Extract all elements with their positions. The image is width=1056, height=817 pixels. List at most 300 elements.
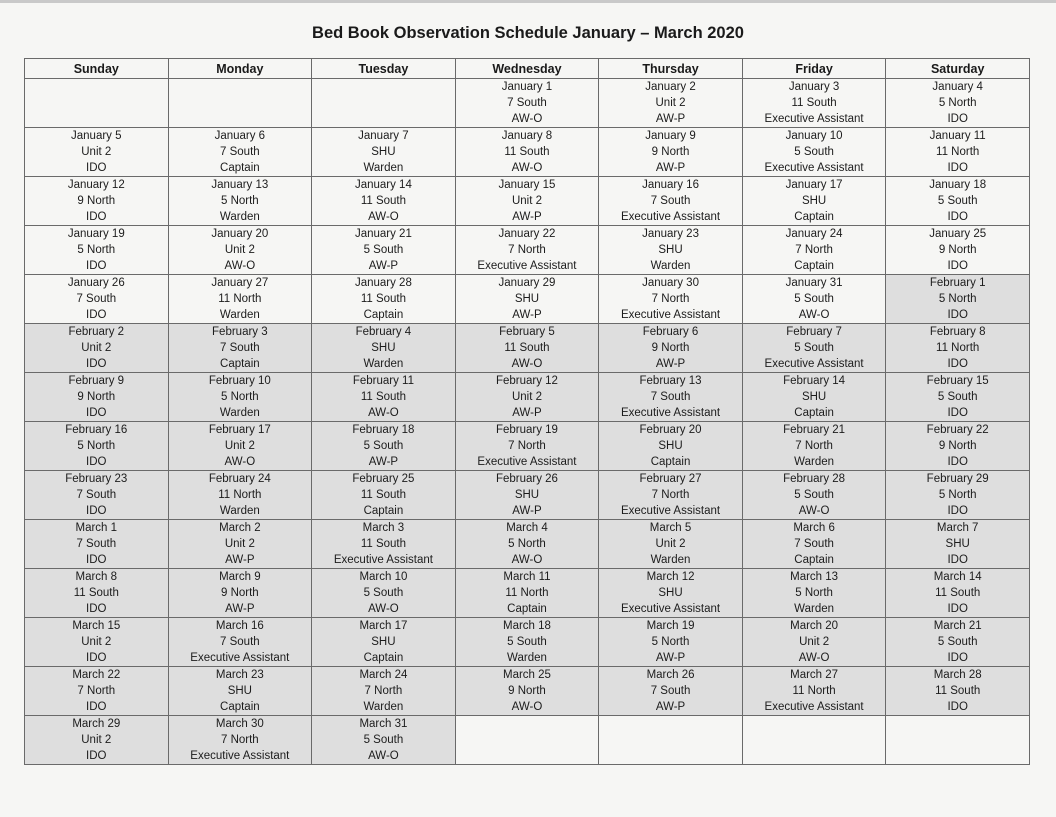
- cell-role: AW-P: [655, 113, 686, 125]
- cell-role: Warden: [219, 309, 260, 321]
- day-cell: [312, 275, 456, 324]
- day-cell: [168, 373, 312, 422]
- day-cell: [599, 79, 743, 128]
- day-cell: [599, 569, 743, 618]
- cell-unit: 11 South: [360, 293, 406, 305]
- cell-role: Executive Assistant: [620, 603, 721, 615]
- cell-role: IDO: [947, 505, 968, 517]
- day-cell: [599, 471, 743, 520]
- cell-date: February 3: [212, 326, 268, 338]
- day-cell: [312, 520, 456, 569]
- cell-unit: 5 South: [363, 734, 404, 746]
- cell-role: IDO: [947, 309, 968, 321]
- cell-unit: SHU: [371, 146, 396, 158]
- day-header-sunday: Sunday: [25, 59, 169, 79]
- cell-date: February 26: [495, 473, 558, 485]
- day-cell: [312, 128, 456, 177]
- cell-role: Warden: [507, 652, 547, 664]
- day-cell: [455, 569, 599, 618]
- cell-role: IDO: [86, 652, 107, 664]
- day-cell: [455, 471, 599, 520]
- cell-role: Captain: [794, 407, 834, 419]
- cell-date: February 16: [65, 424, 128, 436]
- cell-date: January 29: [498, 277, 556, 289]
- cell-date: March 29: [72, 718, 121, 730]
- cell-role: Warden: [794, 456, 835, 468]
- day-cell: [168, 618, 312, 667]
- cell-date: February 23: [65, 473, 128, 485]
- schedule-body: [25, 79, 1030, 765]
- cell-date: January 27: [211, 277, 269, 289]
- week-row: [25, 128, 1030, 177]
- day-header-thursday: Thursday: [599, 59, 743, 79]
- day-cell: [168, 520, 312, 569]
- cell-date: February 27: [639, 473, 702, 485]
- cell-role: Executive Assistant: [764, 113, 864, 125]
- day-cell: [455, 422, 599, 471]
- cell-unit: 7 South: [507, 97, 547, 109]
- cell-unit: 5 North: [938, 97, 977, 109]
- cell-unit: Unit 2: [81, 342, 112, 354]
- cell-date: March 30: [215, 718, 264, 730]
- cell-unit: Unit 2: [81, 146, 112, 158]
- cell-unit: SHU: [801, 195, 827, 207]
- cell-date: February 14: [783, 375, 846, 387]
- cell-date: January 14: [354, 179, 412, 191]
- cell-unit: 7 South: [650, 391, 691, 403]
- cell-role: Executive Assistant: [620, 505, 721, 517]
- cell-role: AW-O: [368, 407, 399, 419]
- day-cell: [455, 79, 599, 128]
- cell-role: Captain: [220, 162, 260, 174]
- day-cell: [599, 618, 743, 667]
- day-cell: [168, 275, 312, 324]
- cell-unit: 5 North: [77, 244, 116, 256]
- cell-date: January 9: [645, 130, 696, 142]
- day-cell: [25, 177, 169, 226]
- day-cell: [168, 569, 312, 618]
- cell-date: March 14: [933, 571, 982, 583]
- cell-role: AW-O: [224, 456, 256, 468]
- week-row: [25, 618, 1030, 667]
- cell-role: AW-P: [512, 407, 542, 419]
- cell-date: March 1: [75, 522, 118, 534]
- cell-role: Executive Assistant: [477, 260, 577, 272]
- cell-unit: 5 North: [77, 440, 116, 452]
- day-cell: [312, 471, 456, 520]
- day-cell: [168, 226, 312, 275]
- cell-date: February 25: [352, 473, 415, 485]
- cell-date: January 16: [642, 179, 699, 191]
- cell-unit: Unit 2: [511, 391, 542, 403]
- day-cell: [455, 324, 599, 373]
- day-cell: [455, 275, 599, 324]
- day-cell: [168, 128, 312, 177]
- cell-role: IDO: [947, 162, 968, 174]
- cell-role: Captain: [363, 309, 404, 321]
- cell-role: Warden: [650, 260, 691, 272]
- day-cell: [886, 226, 1030, 275]
- cell-role: AW-O: [511, 701, 543, 713]
- day-cell: [25, 716, 169, 765]
- cell-unit: 5 South: [937, 636, 978, 648]
- cell-date: January 26: [67, 277, 125, 289]
- cell-role: Executive Assistant: [764, 358, 864, 370]
- day-cell: [312, 569, 456, 618]
- cell-role: Captain: [794, 554, 834, 566]
- day-cell: [599, 226, 743, 275]
- cell-role: IDO: [947, 701, 968, 713]
- cell-role: IDO: [947, 113, 968, 125]
- cell-role: Warden: [219, 505, 260, 517]
- cell-role: IDO: [947, 456, 968, 468]
- day-cell: [312, 324, 456, 373]
- day-cell: [599, 324, 743, 373]
- day-cell: [312, 618, 456, 667]
- cell-role: IDO: [947, 358, 968, 370]
- cell-date: February 11: [352, 375, 414, 387]
- cell-date: March 26: [646, 669, 695, 681]
- cell-unit: Unit 2: [511, 195, 542, 207]
- cell-date: January 28: [354, 277, 412, 289]
- cell-role: AW-P: [512, 309, 542, 321]
- cell-date: March 6: [793, 522, 835, 534]
- cell-role: AW-O: [368, 750, 399, 762]
- cell-role: Warden: [650, 554, 691, 566]
- cell-date: January 4: [932, 81, 983, 93]
- cell-role: IDO: [86, 260, 107, 272]
- day-cell: [886, 618, 1030, 667]
- day-cell: [742, 177, 886, 226]
- cell-date: January 31: [785, 277, 843, 289]
- cell-unit: 11 North: [936, 146, 980, 158]
- cell-unit: SHU: [945, 538, 970, 550]
- cell-role: Warden: [363, 701, 404, 713]
- cell-date: March 13: [790, 571, 839, 583]
- week-row: [25, 667, 1030, 716]
- day-cell: [455, 177, 599, 226]
- cell-role: IDO: [86, 407, 107, 419]
- cell-unit: 7 North: [364, 685, 403, 697]
- cell-role: AW-O: [511, 554, 543, 566]
- week-row: [25, 79, 1030, 128]
- cell-unit: 5 South: [794, 146, 834, 158]
- day-cell: [742, 226, 886, 275]
- cell-date: January 6: [214, 130, 266, 142]
- cell-role: IDO: [86, 750, 107, 762]
- cell-unit: 11 South: [504, 342, 550, 354]
- day-cell: [886, 275, 1030, 324]
- day-cell: [455, 618, 599, 667]
- day-cell: [742, 618, 886, 667]
- cell-date: February 19: [495, 424, 558, 436]
- day-cell: [742, 373, 886, 422]
- cell-role: Executive Assistant: [764, 701, 864, 713]
- day-cell: [742, 79, 886, 128]
- cell-date: March 11: [503, 571, 551, 583]
- cell-date: March 9: [219, 571, 261, 583]
- week-row: [25, 471, 1030, 520]
- cell-unit: 7 South: [220, 146, 260, 158]
- cell-unit: Unit 2: [799, 636, 830, 648]
- cell-date: January 24: [785, 228, 843, 240]
- page-title: Bed Book Observation Schedule January – March 2020: [312, 24, 744, 42]
- cell-role: Executive Assistant: [620, 309, 721, 321]
- day-cell: [742, 471, 886, 520]
- cell-date: March 7: [936, 522, 979, 534]
- week-row: [25, 275, 1030, 324]
- empty-day-cell: [599, 716, 743, 765]
- day-cell: [742, 128, 886, 177]
- week-row: [25, 569, 1030, 618]
- cell-role: AW-O: [368, 603, 399, 615]
- cell-date: March 21: [933, 620, 982, 632]
- cell-role: Captain: [507, 603, 547, 615]
- cell-role: AW-P: [512, 211, 542, 223]
- cell-date: February 29: [926, 473, 989, 485]
- day-cell: [25, 373, 169, 422]
- day-header-tuesday: Tuesday: [312, 59, 456, 79]
- day-cell: [886, 520, 1030, 569]
- cell-unit: 7 North: [220, 734, 259, 746]
- cell-date: January 20: [211, 228, 269, 240]
- cell-date: January 5: [71, 130, 122, 142]
- cell-unit: SHU: [227, 685, 252, 697]
- cell-role: Warden: [219, 211, 260, 223]
- cell-date: January 21: [354, 228, 412, 240]
- cell-unit: 11 South: [360, 538, 406, 550]
- cell-date: January 2: [645, 81, 696, 93]
- day-cell: [455, 128, 599, 177]
- cell-unit: 5 North: [938, 293, 977, 305]
- day-cell: [25, 667, 169, 716]
- cell-date: January 23: [642, 228, 699, 240]
- day-cell: [886, 128, 1030, 177]
- week-row: [25, 520, 1030, 569]
- cell-role: IDO: [947, 211, 968, 223]
- day-cell: [312, 373, 456, 422]
- cell-date: March 10: [359, 571, 408, 583]
- cell-role: IDO: [947, 652, 968, 664]
- empty-day-cell: [886, 716, 1030, 765]
- cell-role: AW-O: [511, 113, 543, 125]
- cell-unit: 11 North: [505, 587, 549, 599]
- cell-date: March 20: [790, 620, 839, 632]
- day-cell: [25, 520, 169, 569]
- cell-date: February 22: [926, 424, 989, 436]
- cell-date: January 1: [501, 81, 553, 93]
- cell-role: Captain: [794, 211, 834, 223]
- cell-unit: 7 North: [795, 440, 833, 452]
- cell-role: AW-P: [368, 260, 399, 272]
- cell-date: February 2: [68, 326, 125, 338]
- cell-role: IDO: [86, 358, 107, 370]
- cell-unit: 9 North: [938, 440, 977, 452]
- cell-role: Warden: [363, 358, 404, 370]
- cell-unit: 5 North: [508, 538, 546, 550]
- cell-date: February 7: [786, 326, 842, 338]
- cell-unit: 7 South: [76, 489, 117, 501]
- cell-role: IDO: [947, 260, 968, 272]
- cell-date: March 27: [790, 669, 839, 681]
- cell-unit: 5 North: [651, 636, 690, 648]
- day-cell: [742, 422, 886, 471]
- empty-day-cell: [312, 79, 456, 128]
- cell-date: March 24: [359, 669, 408, 681]
- cell-date: March 16: [215, 620, 264, 632]
- schedule-table: [24, 58, 1030, 765]
- cell-unit: 5 South: [794, 342, 834, 354]
- empty-day-cell: [742, 716, 886, 765]
- day-cell: [312, 422, 456, 471]
- cell-unit: SHU: [658, 587, 683, 599]
- day-header-wednesday: Wednesday: [455, 59, 599, 79]
- cell-role: AW-P: [655, 358, 686, 370]
- cell-unit: 7 South: [650, 195, 691, 207]
- cell-unit: 5 South: [937, 391, 978, 403]
- cell-role: IDO: [947, 603, 968, 615]
- cell-role: Warden: [363, 162, 404, 174]
- cell-role: Captain: [363, 652, 404, 664]
- cell-unit: 5 South: [363, 440, 404, 452]
- day-cell: [599, 520, 743, 569]
- cell-date: January 3: [788, 81, 840, 93]
- day-cell: [742, 667, 886, 716]
- day-cell: [25, 275, 169, 324]
- day-cell: [168, 471, 312, 520]
- empty-day-cell: [25, 79, 169, 128]
- cell-role: Executive Assistant: [620, 211, 721, 223]
- day-header-friday: Friday: [742, 59, 886, 79]
- cell-role: Warden: [794, 603, 835, 615]
- cell-unit: 11 North: [218, 489, 262, 501]
- day-cell: [312, 226, 456, 275]
- cell-date: February 17: [208, 424, 271, 436]
- cell-unit: 11 South: [935, 685, 981, 697]
- cell-role: IDO: [947, 407, 968, 419]
- cell-unit: 9 North: [508, 685, 546, 697]
- day-cell: [455, 667, 599, 716]
- cell-unit: 9 North: [938, 244, 977, 256]
- day-cell: [886, 569, 1030, 618]
- cell-date: March 19: [646, 620, 695, 632]
- cell-date: January 22: [498, 228, 556, 240]
- cell-unit: 11 South: [935, 587, 981, 599]
- cell-unit: 5 North: [220, 195, 259, 207]
- day-cell: [886, 667, 1030, 716]
- cell-unit: 7 South: [794, 538, 834, 550]
- cell-date: March 17: [359, 620, 408, 632]
- cell-date: February 5: [499, 326, 555, 338]
- cell-role: IDO: [947, 554, 968, 566]
- cell-date: February 15: [926, 375, 989, 387]
- day-cell: [455, 520, 599, 569]
- cell-role: AW-P: [512, 505, 542, 517]
- cell-date: March 18: [503, 620, 551, 632]
- cell-role: AW-O: [511, 358, 543, 370]
- cell-role: IDO: [86, 162, 107, 174]
- cell-unit: 11 South: [504, 146, 550, 158]
- cell-role: Captain: [220, 358, 260, 370]
- cell-date: March 4: [506, 522, 548, 534]
- header-row: [25, 59, 1030, 79]
- cell-role: IDO: [86, 701, 107, 713]
- day-cell: [168, 422, 312, 471]
- cell-date: March 23: [215, 669, 264, 681]
- cell-role: Executive Assistant: [764, 162, 864, 174]
- cell-role: Executive Assistant: [190, 652, 290, 664]
- cell-role: AW-P: [655, 162, 686, 174]
- cell-date: February 21: [783, 424, 846, 436]
- empty-day-cell: [168, 79, 312, 128]
- day-cell: [312, 667, 456, 716]
- cell-date: January 10: [785, 130, 843, 142]
- day-cell: [886, 422, 1030, 471]
- day-cell: [599, 422, 743, 471]
- cell-unit: 9 North: [651, 146, 690, 158]
- cell-date: February 1: [929, 277, 986, 289]
- cell-role: IDO: [86, 211, 107, 223]
- day-cell: [886, 324, 1030, 373]
- cell-unit: SHU: [801, 391, 827, 403]
- cell-role: Executive Assistant: [333, 554, 433, 566]
- cell-date: January 12: [67, 179, 125, 191]
- cell-date: February 10: [208, 375, 271, 387]
- cell-role: AW-P: [368, 456, 399, 468]
- cell-role: AW-O: [224, 260, 256, 272]
- day-cell: [886, 471, 1030, 520]
- day-cell: [886, 177, 1030, 226]
- day-cell: [312, 716, 456, 765]
- cell-unit: Unit 2: [224, 440, 255, 452]
- day-cell: [599, 667, 743, 716]
- cell-date: January 7: [358, 130, 409, 142]
- cell-unit: 11 North: [792, 685, 836, 697]
- cell-unit: 9 North: [77, 391, 116, 403]
- cell-unit: SHU: [514, 489, 540, 501]
- cell-unit: 11 South: [360, 489, 406, 501]
- day-cell: [599, 373, 743, 422]
- cell-unit: 7 North: [651, 489, 690, 501]
- cell-date: February 6: [642, 326, 699, 338]
- cell-date: February 13: [639, 375, 702, 387]
- cell-date: January 15: [498, 179, 556, 191]
- cell-date: January 30: [642, 277, 699, 289]
- cell-role: Executive Assistant: [477, 456, 577, 468]
- day-cell: [25, 226, 169, 275]
- cell-date: March 31: [359, 718, 408, 730]
- cell-role: AW-O: [798, 652, 830, 664]
- cell-date: February 12: [495, 375, 558, 387]
- cell-date: January 17: [785, 179, 843, 191]
- cell-unit: Unit 2: [655, 538, 686, 550]
- cell-unit: 11 South: [360, 391, 406, 403]
- day-cell: [455, 226, 599, 275]
- cell-date: January 8: [501, 130, 553, 142]
- cell-unit: SHU: [514, 293, 540, 305]
- cell-role: Captain: [650, 456, 691, 468]
- cell-unit: 5 South: [363, 587, 404, 599]
- cell-date: February 24: [208, 473, 271, 485]
- day-header-saturday: Saturday: [886, 59, 1030, 79]
- cell-date: February 28: [783, 473, 846, 485]
- cell-role: IDO: [86, 309, 107, 321]
- day-cell: [599, 177, 743, 226]
- day-cell: [168, 716, 312, 765]
- cell-role: Executive Assistant: [620, 407, 721, 419]
- cell-unit: SHU: [658, 244, 683, 256]
- cell-role: AW-O: [511, 162, 543, 174]
